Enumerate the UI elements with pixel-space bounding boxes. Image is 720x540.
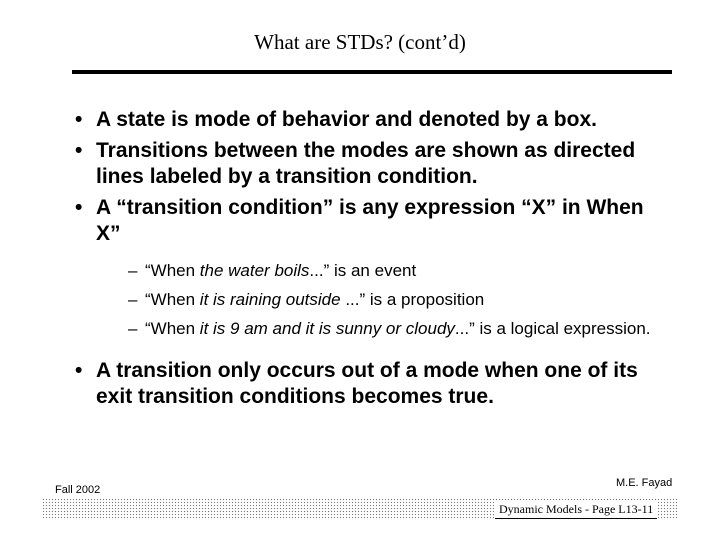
sub-bullet-start: “When (145, 290, 200, 309)
bullet-text: A “transition condition” is any expression “X” in When X” (96, 196, 644, 245)
sub-bullet-text (127, 319, 672, 339)
sub-bullet-item (72, 261, 672, 281)
bullet-marker: • (75, 108, 83, 131)
sub-bullet-item (72, 290, 672, 310)
sub-bullet-item (72, 319, 672, 339)
sub-bullet-end: ...” is a logical expression. (454, 319, 651, 338)
bullet-item-final (72, 358, 672, 410)
sub-bullet-italic: it is raining outside (199, 290, 346, 309)
sub-bullet-text (127, 290, 672, 310)
bullet-list (72, 107, 672, 415)
bullet-text: A transition only occurs out of a mode when one of its exit transition conditions becomes true. (96, 359, 638, 408)
sub-bullet-italic: it is 9 am and it is sunny or cloudy (199, 319, 455, 338)
bullet-marker: • (75, 359, 83, 382)
bullet-item (72, 195, 672, 247)
dash-marker: – (128, 261, 138, 280)
sub-bullet-start: “When (145, 261, 200, 280)
footer-author: M.E. Fayad (616, 477, 673, 489)
bullet-item (72, 138, 672, 190)
bullet-text: A state is mode of behavior and denoted by a box. (96, 108, 597, 131)
slide-title: What are STDs? (cont’d) (254, 30, 466, 54)
bullet-item (72, 107, 672, 133)
footer-page-label: Dynamic Models - Page L13-11 (495, 501, 657, 519)
title-divider (72, 70, 672, 74)
sub-bullet-end: ...” is an event (309, 261, 417, 280)
sub-bullet-italic: the water boils (199, 261, 310, 280)
bullet-marker: • (75, 196, 83, 219)
sub-bullet-text (127, 261, 672, 281)
sub-bullet-start: “When (145, 319, 200, 338)
footer-semester: Fall 2002 (55, 484, 101, 496)
bullet-marker: • (75, 139, 83, 162)
bullet-text: Transitions between the modes are shown as directed lines labeled by a transition condition. (96, 139, 636, 188)
sub-bullet-list (72, 261, 672, 339)
dash-marker: – (128, 290, 138, 309)
sub-bullet-end: ...” is a proposition (345, 290, 485, 309)
dash-marker: – (128, 319, 138, 338)
